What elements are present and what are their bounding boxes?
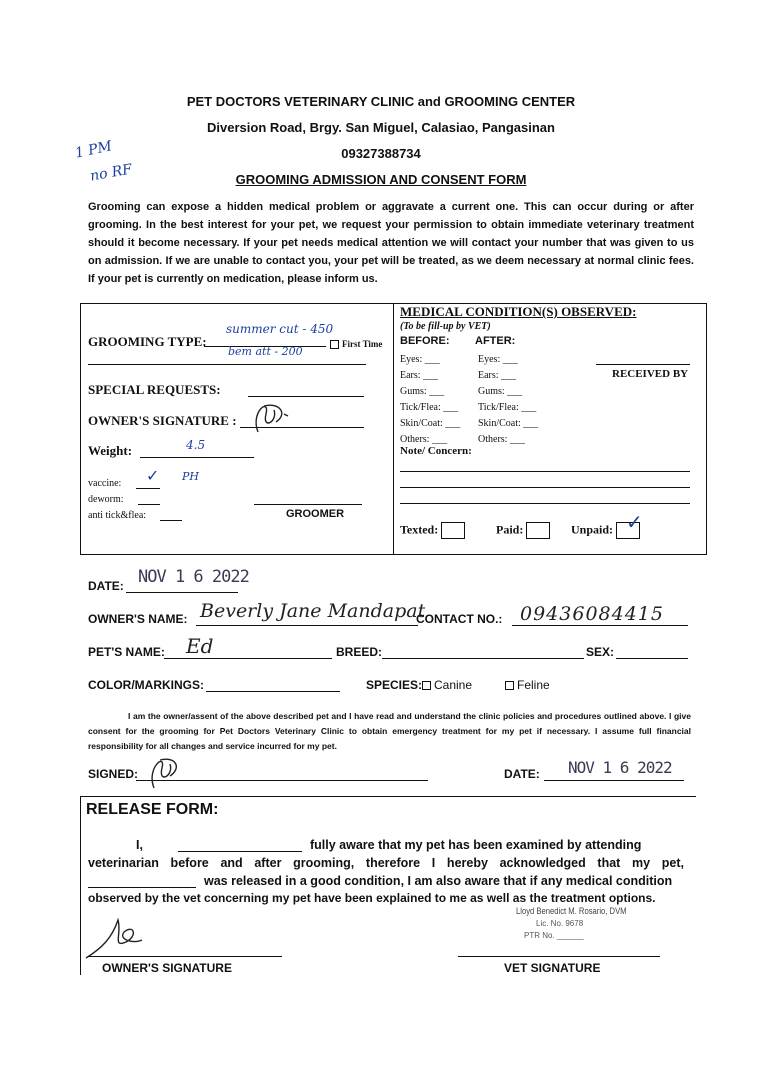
note-line-1[interactable] xyxy=(400,471,690,472)
before-skin: Skin/Coat: ___ xyxy=(400,418,461,429)
feline-checkbox[interactable] xyxy=(505,681,514,690)
before-label: BEFORE: xyxy=(400,335,450,347)
vet-lic-stamp: Lic. No. 9678 xyxy=(536,919,584,928)
release-text-3: veterinarian before and after grooming, therefore I hereby acknowledged that my pet, xyxy=(88,856,684,870)
date-line[interactable] xyxy=(126,592,238,593)
deworm-line[interactable] xyxy=(138,504,160,505)
consent-date-stamp: NOV 1 6 2022 xyxy=(568,758,672,777)
before-others: Others: ___ xyxy=(400,434,447,445)
signed-label: SIGNED: xyxy=(88,767,139,781)
owner-name-label: OWNER'S NAME: xyxy=(88,612,188,626)
table-divider xyxy=(393,303,394,554)
paid-box[interactable] xyxy=(526,522,550,539)
vaccine-note: PH xyxy=(182,470,199,483)
margin-note-time: 1 PM xyxy=(73,138,114,162)
grooming-type-line-2[interactable] xyxy=(88,364,366,365)
weight-line[interactable] xyxy=(140,457,254,458)
special-requests-label: SPECIAL REQUESTS: xyxy=(88,382,221,397)
date-label: DATE: xyxy=(88,579,124,593)
note-line-2[interactable] xyxy=(400,487,690,488)
after-gums: Gums: ___ xyxy=(478,386,523,397)
feline-label: Feline xyxy=(517,678,550,692)
form-title: GROOMING ADMISSION AND CONSENT FORM xyxy=(235,172,527,187)
intro-paragraph: Grooming can expose a hidden medical problem or aggravate a current one. This can occur during or after grooming. In the best interest for your pet, we request your permission to obtain immediate veterinary treatment should it become necessary. If your pet needs medical attention we will contact your number that was given to us on admission. If we are unable to contact you, your pet will be treated, as we deem necessary at normal clinic fees. If your pet is currently on medication, please inform us. xyxy=(88,201,694,285)
after-list xyxy=(478,352,538,448)
weight-label: Weight: xyxy=(88,443,133,458)
release-text-2: fully aware that my pet has been examined by attending xyxy=(310,838,642,852)
grooming-type-label: GROOMING TYPE: xyxy=(88,334,207,349)
release-name-line[interactable] xyxy=(178,851,302,852)
grooming-type-value-1: summer cut - 450 xyxy=(226,322,334,336)
before-eyes: Eyes: ___ xyxy=(400,354,440,365)
pet-name-line[interactable] xyxy=(164,658,332,659)
first-time-box-icon[interactable] xyxy=(330,340,339,349)
texted-field[interactable] xyxy=(400,522,465,539)
color-markings-label: COLOR/MARKINGS: xyxy=(88,678,204,692)
deworm-label: deworm: xyxy=(88,494,124,505)
consent-paragraph: I am the owner/assent of the above described pet and I have read and understand the clinic policies and procedures outlined above. I give consent for the grooming for Pet Doctors Veterinary Clinic to obtain emergency treatment for my pet if necessary. I assume full financial responsibility for all changes and service incurred for my pet. xyxy=(88,711,691,751)
medical-title: MEDICAL CONDITION(S) OBSERVED: xyxy=(400,304,637,319)
before-gums: Gums: ___ xyxy=(400,386,445,397)
grooming-type-value-2: bem att - 200 xyxy=(228,345,303,358)
anti-tick-line[interactable] xyxy=(160,520,182,521)
unpaid-label: Unpaid: xyxy=(571,522,614,537)
before-tick: Tick/Flea: ___ xyxy=(400,402,459,413)
vaccine-line[interactable] xyxy=(136,488,160,489)
after-ears: Ears: ___ xyxy=(478,370,517,381)
after-skin: Skin/Coat: ___ xyxy=(478,418,539,429)
vet-signature-label: VET SIGNATURE xyxy=(504,961,601,975)
release-pet-line[interactable] xyxy=(88,887,196,888)
contact-line[interactable] xyxy=(512,625,688,626)
paid-field[interactable] xyxy=(496,522,550,539)
texted-box[interactable] xyxy=(441,522,465,539)
vet-name-stamp: Lloyd Benedict M. Rosario, DVM xyxy=(516,906,627,916)
species-label: SPECIES: xyxy=(366,678,423,692)
release-text-5: observed by the vet concerning my pet have been explained to me as well as the treatment options. xyxy=(88,891,656,905)
pet-name-label: PET'S NAME: xyxy=(88,645,165,659)
pet-name-value: Ed xyxy=(186,634,214,658)
clinic-address: Diversion Road, Brgy. San Miguel, Calasiao, Pangasinan xyxy=(207,120,555,135)
release-title: RELEASE FORM: xyxy=(86,801,219,818)
before-list xyxy=(400,352,460,448)
received-by-line[interactable] xyxy=(596,364,690,365)
medical-subtitle: (To be fill-up by VET) xyxy=(400,321,491,332)
signed-signature-scribble xyxy=(140,748,190,790)
vaccine-check-icon: ✓ xyxy=(146,466,160,485)
canine-checkbox[interactable] xyxy=(422,681,431,690)
contact-label: CONTACT NO.: xyxy=(416,612,503,626)
first-time-checkbox[interactable] xyxy=(330,339,382,349)
canine-option[interactable] xyxy=(422,678,472,692)
owner-name-line[interactable] xyxy=(196,625,418,626)
release-owner-signature-scribble xyxy=(82,912,152,962)
release-owner-signature-label: OWNER'S SIGNATURE xyxy=(102,961,232,975)
release-owner-signature-line[interactable] xyxy=(88,956,282,957)
vet-ptr-stamp: PTR No. ______ xyxy=(524,931,584,940)
contact-value: 09436084415 xyxy=(520,603,664,625)
before-ears: Ears: ___ xyxy=(400,370,439,381)
clinic-name: PET DOCTORS VETERINARY CLINIC and GROOMING CENTER xyxy=(186,94,576,109)
sex-label: SEX: xyxy=(586,645,615,659)
first-time-label: First Time xyxy=(342,339,383,349)
consent-date-label: DATE: xyxy=(504,767,540,781)
groomer-line[interactable] xyxy=(254,504,362,505)
canine-label: Canine xyxy=(434,678,473,692)
clinic-phone: 09327388734 xyxy=(341,146,421,161)
groomer-label: GROOMER xyxy=(286,508,345,520)
feline-option[interactable] xyxy=(505,678,550,692)
owner-signature-scribble xyxy=(240,392,300,437)
note-line-3[interactable] xyxy=(400,503,690,504)
weight-value: 4.5 xyxy=(186,438,206,452)
consent-date-line[interactable] xyxy=(544,780,684,781)
release-i: I, xyxy=(136,838,143,852)
owner-name-value: Beverly Jane Mandapat xyxy=(200,600,426,622)
texted-label: Texted: xyxy=(400,522,439,537)
sex-line[interactable] xyxy=(616,658,688,659)
paid-label: Paid: xyxy=(496,522,524,537)
owner-signature-label: OWNER'S SIGNATURE : xyxy=(88,413,237,428)
after-others: Others: ___ xyxy=(478,434,525,445)
breed-label: BREED: xyxy=(336,645,383,659)
vaccine-label: vaccine: xyxy=(88,478,122,489)
after-tick: Tick/Flea: ___ xyxy=(478,402,537,413)
anti-tick-label: anti tick&flea: xyxy=(88,510,147,521)
color-markings-line[interactable] xyxy=(206,691,340,692)
vet-signature-line[interactable] xyxy=(458,956,660,957)
breed-line[interactable] xyxy=(382,658,584,659)
after-label: AFTER: xyxy=(475,335,516,347)
after-eyes: Eyes: ___ xyxy=(478,354,518,365)
note-label: Note/ Concern: xyxy=(400,445,472,457)
received-by-label: RECEIVED BY xyxy=(612,368,689,380)
margin-note-rf: no RF xyxy=(88,161,134,185)
unpaid-check-icon: ✓ xyxy=(626,510,643,534)
date-stamp: NOV 1 6 2022 xyxy=(138,567,249,587)
release-text-4: was released in a good condition, I am also aware that if any medical condition xyxy=(204,874,673,888)
